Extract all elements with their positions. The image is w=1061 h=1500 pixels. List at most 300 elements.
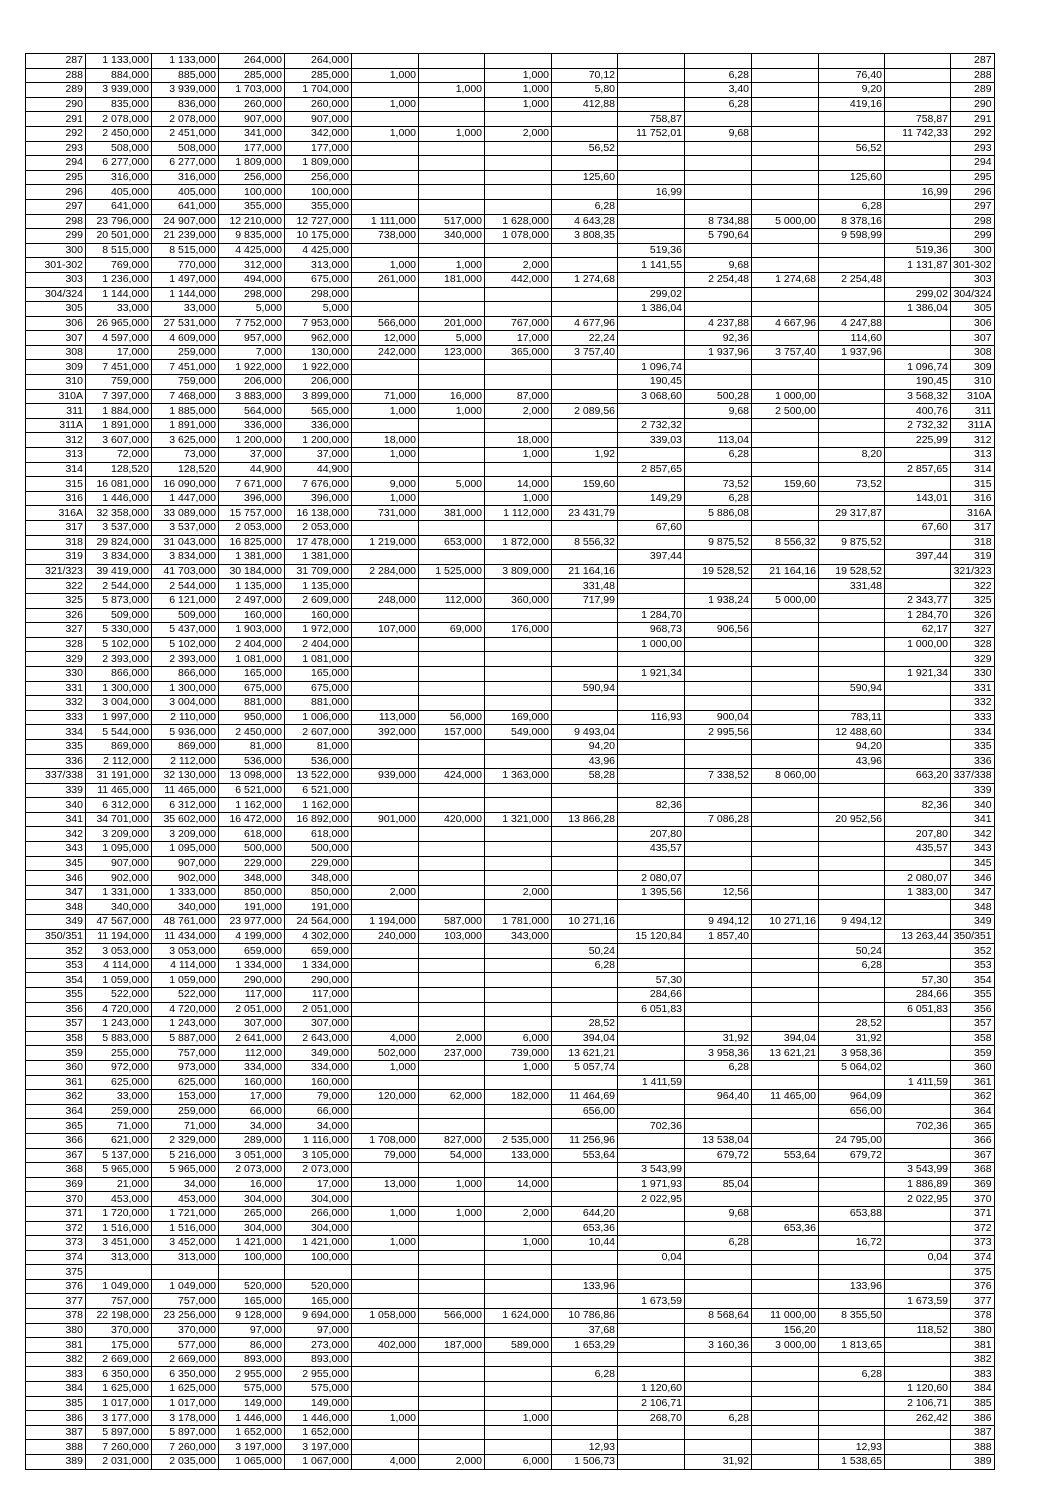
table-cell bbox=[885, 1031, 951, 1046]
table-cell: 16 138,000 bbox=[285, 506, 352, 521]
table-cell bbox=[618, 477, 685, 492]
table-cell: 1 059,000 bbox=[152, 973, 219, 988]
table-row bbox=[26, 856, 995, 871]
table-cell: 366 bbox=[951, 1133, 995, 1148]
table-cell: 907,000 bbox=[152, 856, 219, 871]
table-row bbox=[26, 477, 995, 492]
table-cell: 644,20 bbox=[552, 1206, 618, 1221]
table-cell: 396,000 bbox=[285, 491, 352, 506]
table-cell: 3 939,000 bbox=[152, 83, 219, 98]
table-cell bbox=[885, 1338, 951, 1353]
table-cell: 29 824,000 bbox=[86, 535, 152, 550]
table-cell bbox=[552, 783, 618, 798]
table-cell: 17,000 bbox=[485, 331, 552, 346]
table-cell: 508,000 bbox=[152, 141, 219, 156]
table-cell: 86,000 bbox=[219, 1338, 285, 1353]
table-cell bbox=[752, 812, 819, 827]
table-cell: 160,000 bbox=[285, 1075, 352, 1090]
table-cell: 2,000 bbox=[485, 404, 552, 419]
table-cell bbox=[352, 988, 419, 1003]
table-cell bbox=[419, 1382, 485, 1397]
table-cell bbox=[752, 258, 819, 273]
table-cell: 500,28 bbox=[685, 389, 752, 404]
table-cell bbox=[618, 696, 685, 711]
table-row bbox=[26, 1323, 995, 1338]
table-cell: 1 516,000 bbox=[86, 1221, 152, 1236]
table-cell: 1,000 bbox=[485, 1411, 552, 1426]
table-cell: 2 544,000 bbox=[152, 579, 219, 594]
table-cell: 16 090,000 bbox=[152, 477, 219, 492]
table-cell: 322 bbox=[951, 579, 995, 594]
table-cell: 13 538,04 bbox=[685, 1133, 752, 1148]
table-cell: 22,24 bbox=[552, 331, 618, 346]
table-cell: 97,000 bbox=[285, 1323, 352, 1338]
table-cell bbox=[752, 199, 819, 214]
table-cell bbox=[752, 126, 819, 141]
table-cell bbox=[819, 1382, 885, 1397]
table-cell: 311 bbox=[26, 404, 86, 419]
table-cell: 130,000 bbox=[285, 345, 352, 360]
table-cell: 284,66 bbox=[885, 988, 951, 1003]
table-cell: 757,000 bbox=[152, 1046, 219, 1061]
table-cell: 316,000 bbox=[86, 170, 152, 185]
table-cell: 365 bbox=[951, 1119, 995, 1134]
table-cell: 290,000 bbox=[285, 973, 352, 988]
table-cell bbox=[419, 1367, 485, 1382]
table-cell bbox=[419, 666, 485, 681]
table-cell bbox=[819, 1425, 885, 1440]
table-cell bbox=[618, 1060, 685, 1075]
table-row bbox=[26, 1060, 995, 1075]
table-cell bbox=[552, 302, 618, 317]
table-cell: 6,28 bbox=[685, 1411, 752, 1426]
table-cell: 354 bbox=[26, 973, 86, 988]
table-cell: 653,36 bbox=[752, 1221, 819, 1236]
table-cell: 1,000 bbox=[485, 68, 552, 83]
table-cell: 94,20 bbox=[552, 739, 618, 754]
table-cell bbox=[552, 1002, 618, 1017]
table-cell: 1 872,000 bbox=[485, 535, 552, 550]
table-cell: 2 053,000 bbox=[219, 521, 285, 536]
table-cell: 11 434,000 bbox=[152, 929, 219, 944]
table-cell: 7 451,000 bbox=[86, 360, 152, 375]
table-cell bbox=[419, 944, 485, 959]
table-cell: 367 bbox=[951, 1148, 995, 1163]
table-row bbox=[26, 126, 995, 141]
table-cell: 79,000 bbox=[352, 1148, 419, 1163]
table-cell bbox=[685, 1323, 752, 1338]
table-cell: 191,000 bbox=[219, 900, 285, 915]
table-cell: 370,000 bbox=[152, 1323, 219, 1338]
table-cell bbox=[685, 842, 752, 857]
table-cell bbox=[819, 1323, 885, 1338]
table-cell: 343,000 bbox=[485, 929, 552, 944]
table-cell bbox=[752, 112, 819, 127]
table-cell: 120,000 bbox=[352, 1090, 419, 1105]
table-cell: 331 bbox=[26, 681, 86, 696]
table-cell: 310 bbox=[26, 375, 86, 390]
table-cell bbox=[352, 360, 419, 375]
table-cell: 12,93 bbox=[552, 1440, 618, 1455]
table-cell: 3 177,000 bbox=[86, 1411, 152, 1426]
table-cell: 5 064,02 bbox=[819, 1060, 885, 1075]
table-cell: 1 884,000 bbox=[86, 404, 152, 419]
table-cell bbox=[752, 623, 819, 638]
table-cell bbox=[352, 1265, 419, 1280]
table-cell: 332 bbox=[951, 696, 995, 711]
table-cell: 76,40 bbox=[819, 68, 885, 83]
table-cell bbox=[419, 521, 485, 536]
table-cell: 8 060,00 bbox=[752, 769, 819, 784]
table-cell bbox=[752, 958, 819, 973]
table-cell: 289,000 bbox=[219, 1133, 285, 1148]
table-row bbox=[26, 1440, 995, 1455]
table-cell bbox=[618, 564, 685, 579]
table-cell: 374 bbox=[26, 1250, 86, 1265]
table-cell: 675,000 bbox=[285, 272, 352, 287]
table-cell: 1 334,000 bbox=[285, 958, 352, 973]
table-cell: 331 bbox=[951, 681, 995, 696]
table-cell: 156,20 bbox=[752, 1323, 819, 1338]
table-row bbox=[26, 491, 995, 506]
table-cell: 16,000 bbox=[219, 1177, 285, 1192]
table-cell bbox=[485, 1017, 552, 1032]
table-cell bbox=[485, 652, 552, 667]
table-cell bbox=[685, 1119, 752, 1134]
table-cell: 13 263,44 bbox=[885, 929, 951, 944]
table-cell: 3 543,99 bbox=[885, 1163, 951, 1178]
table-cell: 885,000 bbox=[152, 68, 219, 83]
table-cell bbox=[885, 1309, 951, 1324]
table-row bbox=[26, 68, 995, 83]
table-row bbox=[26, 900, 995, 915]
table-cell: 4 667,96 bbox=[752, 316, 819, 331]
table-cell: 11 194,000 bbox=[86, 929, 152, 944]
table-cell: 33,000 bbox=[86, 302, 152, 317]
table-cell: 177,000 bbox=[219, 141, 285, 156]
table-cell: 305 bbox=[26, 302, 86, 317]
table-cell bbox=[819, 287, 885, 302]
table-cell bbox=[419, 112, 485, 127]
table-row bbox=[26, 1396, 995, 1411]
table-cell bbox=[618, 1279, 685, 1294]
table-cell: 62,000 bbox=[419, 1090, 485, 1105]
table-cell: 260,000 bbox=[285, 97, 352, 112]
table-cell: 1 721,000 bbox=[152, 1206, 219, 1221]
table-cell: 1 538,65 bbox=[819, 1455, 885, 1470]
table-cell: 358 bbox=[951, 1031, 995, 1046]
table-cell bbox=[885, 331, 951, 346]
table-cell bbox=[485, 1367, 552, 1382]
table-cell bbox=[819, 696, 885, 711]
table-cell: 342 bbox=[26, 827, 86, 842]
table-cell: 336 bbox=[26, 754, 86, 769]
table-cell bbox=[885, 1104, 951, 1119]
table-cell: 306 bbox=[951, 316, 995, 331]
table-cell bbox=[819, 404, 885, 419]
table-cell bbox=[352, 112, 419, 127]
table-cell bbox=[885, 1046, 951, 1061]
table-cell: 1,000 bbox=[485, 97, 552, 112]
table-cell: 1 321,000 bbox=[485, 812, 552, 827]
table-cell: 13 621,21 bbox=[552, 1046, 618, 1061]
table-cell: 9,68 bbox=[685, 404, 752, 419]
table-cell: 1 243,000 bbox=[152, 1017, 219, 1032]
table-cell: 334,000 bbox=[285, 1060, 352, 1075]
table-cell: 201,000 bbox=[419, 316, 485, 331]
table-cell: 1,000 bbox=[352, 97, 419, 112]
table-cell bbox=[552, 1163, 618, 1178]
table-cell bbox=[618, 1148, 685, 1163]
table-row bbox=[26, 973, 995, 988]
table-cell: 307 bbox=[951, 331, 995, 346]
table-cell bbox=[285, 1265, 352, 1280]
table-cell: 1 673,59 bbox=[885, 1294, 951, 1309]
table-cell: 305 bbox=[951, 302, 995, 317]
table-cell bbox=[752, 1206, 819, 1221]
table-row bbox=[26, 141, 995, 156]
table-cell: 33,000 bbox=[152, 302, 219, 317]
table-row bbox=[26, 637, 995, 652]
table-cell: 4 237,88 bbox=[685, 316, 752, 331]
table-cell: 1 446,000 bbox=[86, 491, 152, 506]
table-cell: 2 022,95 bbox=[618, 1192, 685, 1207]
table-row bbox=[26, 199, 995, 214]
table-cell bbox=[685, 579, 752, 594]
table-cell: 290 bbox=[951, 97, 995, 112]
table-row bbox=[26, 54, 995, 69]
table-cell: 316 bbox=[26, 491, 86, 506]
table-cell bbox=[819, 666, 885, 681]
table-cell: 308 bbox=[26, 345, 86, 360]
table-cell bbox=[819, 491, 885, 506]
table-cell bbox=[485, 1221, 552, 1236]
table-cell: 6,28 bbox=[685, 97, 752, 112]
table-cell: 2 544,000 bbox=[86, 579, 152, 594]
table-cell: 50,24 bbox=[819, 944, 885, 959]
table-cell: 1 506,73 bbox=[552, 1455, 618, 1470]
table-cell bbox=[885, 535, 951, 550]
table-cell bbox=[752, 666, 819, 681]
table-cell bbox=[485, 1163, 552, 1178]
table-cell: 15 120,84 bbox=[618, 929, 685, 944]
table-cell bbox=[752, 739, 819, 754]
table-row bbox=[26, 944, 995, 959]
table-cell bbox=[485, 287, 552, 302]
table-cell: 1 120,60 bbox=[618, 1382, 685, 1397]
table-cell: 3 053,000 bbox=[152, 944, 219, 959]
table-cell: 54,000 bbox=[419, 1148, 485, 1163]
table-cell: 294 bbox=[951, 156, 995, 171]
table-cell: 128,520 bbox=[86, 462, 152, 477]
table-cell: 893,000 bbox=[285, 1352, 352, 1367]
table-cell: 4 720,000 bbox=[86, 1002, 152, 1017]
table-cell: 71,000 bbox=[152, 1119, 219, 1134]
table-cell bbox=[819, 900, 885, 915]
table-cell: 1 300,000 bbox=[152, 681, 219, 696]
table-row bbox=[26, 1046, 995, 1061]
table-cell: 2 404,000 bbox=[219, 637, 285, 652]
table-cell bbox=[752, 1250, 819, 1265]
table-cell: 1 997,000 bbox=[86, 710, 152, 725]
table-cell bbox=[419, 141, 485, 156]
table-cell: 299 bbox=[26, 229, 86, 244]
table-cell bbox=[352, 1250, 419, 1265]
table-cell bbox=[485, 754, 552, 769]
table-cell: 1 162,000 bbox=[219, 798, 285, 813]
table-cell bbox=[819, 637, 885, 652]
table-cell: 12,93 bbox=[819, 1440, 885, 1455]
table-cell bbox=[485, 973, 552, 988]
table-row bbox=[26, 360, 995, 375]
table-cell: 1 625,000 bbox=[86, 1382, 152, 1397]
table-cell bbox=[685, 871, 752, 886]
table-cell: 159,60 bbox=[752, 477, 819, 492]
table-cell: 381,000 bbox=[419, 506, 485, 521]
table-cell bbox=[552, 666, 618, 681]
table-cell: 304,000 bbox=[219, 1221, 285, 1236]
table-cell: 1 446,000 bbox=[285, 1411, 352, 1426]
table-cell: 385 bbox=[26, 1396, 86, 1411]
table-cell: 229,000 bbox=[285, 856, 352, 871]
table-cell: 6 051,83 bbox=[885, 1002, 951, 1017]
table-cell bbox=[618, 229, 685, 244]
table-cell: 11 465,00 bbox=[752, 1090, 819, 1105]
table-cell: 367 bbox=[26, 1148, 86, 1163]
table-cell: 255,000 bbox=[86, 1046, 152, 1061]
table-cell bbox=[352, 842, 419, 857]
table-cell bbox=[419, 739, 485, 754]
table-row bbox=[26, 725, 995, 740]
table-cell: 2 535,000 bbox=[485, 1133, 552, 1148]
table-cell: 6 350,000 bbox=[152, 1367, 219, 1382]
table-cell bbox=[618, 1031, 685, 1046]
table-row bbox=[26, 1163, 995, 1178]
table-cell: 972,000 bbox=[86, 1060, 152, 1075]
table-cell bbox=[885, 1221, 951, 1236]
table-cell: 1 857,40 bbox=[685, 929, 752, 944]
table-cell: 34,000 bbox=[285, 1119, 352, 1134]
table-cell: 1 131,87 bbox=[885, 258, 951, 273]
table-cell: 907,000 bbox=[219, 112, 285, 127]
table-cell bbox=[752, 54, 819, 69]
table-cell: 759,000 bbox=[86, 375, 152, 390]
table-cell: 522,000 bbox=[152, 988, 219, 1003]
table-cell: 907,000 bbox=[285, 112, 352, 127]
table-row bbox=[26, 1104, 995, 1119]
table-cell bbox=[685, 1294, 752, 1309]
table-cell bbox=[618, 1309, 685, 1324]
table-cell: 653,88 bbox=[819, 1206, 885, 1221]
table-cell bbox=[552, 871, 618, 886]
table-cell: 881,000 bbox=[219, 696, 285, 711]
table-cell: 182,000 bbox=[485, 1090, 552, 1105]
table-cell bbox=[618, 1133, 685, 1148]
table-cell: 5 102,000 bbox=[86, 637, 152, 652]
table-cell bbox=[819, 1002, 885, 1017]
table-cell bbox=[819, 1265, 885, 1280]
table-cell bbox=[752, 608, 819, 623]
table-cell: 4 114,000 bbox=[152, 958, 219, 973]
table-cell: 3,40 bbox=[685, 83, 752, 98]
table-row bbox=[26, 681, 995, 696]
table-cell bbox=[685, 302, 752, 317]
table-cell: 56,52 bbox=[819, 141, 885, 156]
table-cell bbox=[685, 754, 752, 769]
table-cell bbox=[552, 1352, 618, 1367]
table-cell: 297 bbox=[951, 199, 995, 214]
table-cell: 12 488,60 bbox=[819, 725, 885, 740]
table-cell: 2 080,07 bbox=[885, 871, 951, 886]
table-cell bbox=[885, 1090, 951, 1105]
table-cell bbox=[618, 1206, 685, 1221]
table-cell: 566,000 bbox=[419, 1309, 485, 1324]
table-cell bbox=[352, 754, 419, 769]
table-cell: 1,000 bbox=[352, 448, 419, 463]
table-cell: 353 bbox=[951, 958, 995, 973]
table-cell: 675,000 bbox=[219, 681, 285, 696]
table-cell bbox=[752, 1367, 819, 1382]
table-cell: 333 bbox=[26, 710, 86, 725]
table-cell: 435,57 bbox=[885, 842, 951, 857]
table-cell bbox=[752, 710, 819, 725]
table-cell: 2,000 bbox=[352, 885, 419, 900]
table-cell: 387 bbox=[26, 1425, 86, 1440]
table-cell: 329 bbox=[26, 652, 86, 667]
table-cell: 50,24 bbox=[552, 944, 618, 959]
table-cell bbox=[419, 1002, 485, 1017]
table-cell: 1,000 bbox=[485, 83, 552, 98]
table-cell: 359 bbox=[951, 1046, 995, 1061]
table-cell bbox=[685, 287, 752, 302]
table-cell: 2 112,000 bbox=[152, 754, 219, 769]
table-cell bbox=[685, 1017, 752, 1032]
table-cell bbox=[819, 54, 885, 69]
table-cell: 312 bbox=[26, 433, 86, 448]
table-cell bbox=[352, 1352, 419, 1367]
table-cell: 6 521,000 bbox=[285, 783, 352, 798]
table-cell: 297 bbox=[26, 199, 86, 214]
table-cell: 1,000 bbox=[352, 1206, 419, 1221]
table-cell: 287 bbox=[26, 54, 86, 69]
table-cell: 292 bbox=[951, 126, 995, 141]
table-cell bbox=[685, 112, 752, 127]
table-cell: 327 bbox=[26, 623, 86, 638]
table-row bbox=[26, 812, 995, 827]
table-cell: 1 809,000 bbox=[285, 156, 352, 171]
table-cell: 1 781,000 bbox=[485, 915, 552, 930]
table-cell: 1 300,000 bbox=[86, 681, 152, 696]
table-cell: 259,000 bbox=[152, 345, 219, 360]
table-cell: 328 bbox=[951, 637, 995, 652]
table-cell bbox=[352, 798, 419, 813]
table-cell: 37,000 bbox=[219, 448, 285, 463]
table-cell: 268,70 bbox=[618, 1411, 685, 1426]
table-cell: 2 669,000 bbox=[86, 1352, 152, 1367]
table-cell: 348,000 bbox=[285, 871, 352, 886]
table-cell: 296 bbox=[26, 185, 86, 200]
table-cell: 2 329,000 bbox=[152, 1133, 219, 1148]
table-cell: 2 078,000 bbox=[86, 112, 152, 127]
table-cell: 5 216,000 bbox=[152, 1148, 219, 1163]
table-cell: 360,000 bbox=[485, 593, 552, 608]
table-cell: 92,36 bbox=[685, 331, 752, 346]
table-cell: 34,000 bbox=[152, 1177, 219, 1192]
table-cell: 1 937,96 bbox=[819, 345, 885, 360]
table-cell bbox=[352, 550, 419, 565]
table-cell: 1 720,000 bbox=[86, 1206, 152, 1221]
table-cell: 23 431,79 bbox=[552, 506, 618, 521]
